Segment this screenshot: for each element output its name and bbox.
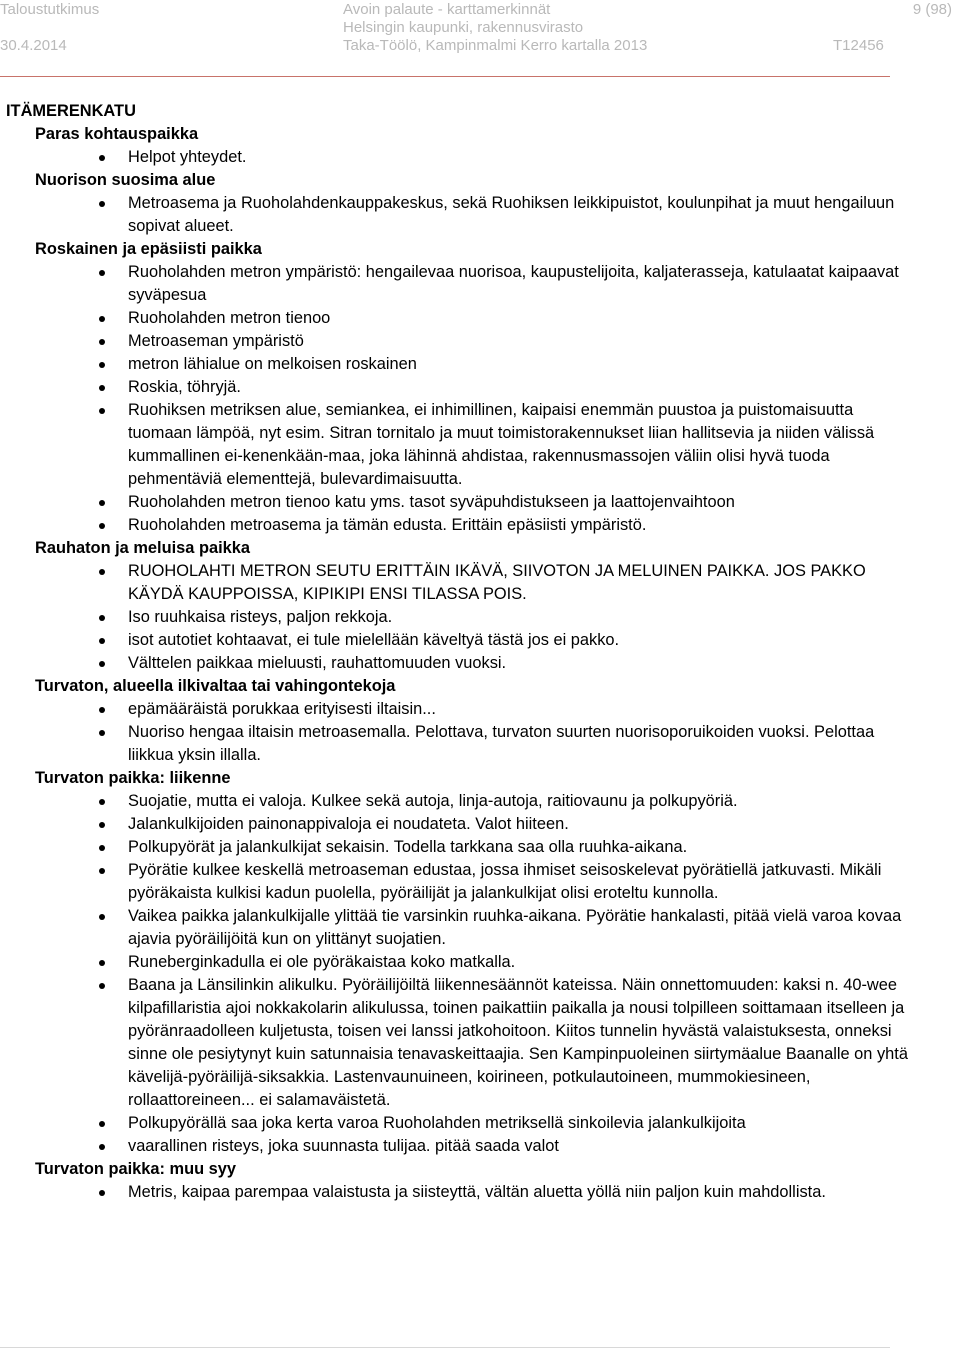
list-item: RUOHOLAHTI METRON SEUTU ERITTÄIN IKÄVÄ, SIIVOTON JA MELUINEN PAIKKA. JOS PAKKO KÄYDÄ KAUPPOISSA, KIPIKIPI ENSI TILASSA POIS. (0, 560, 940, 606)
bullet-list (0, 698, 940, 767)
bullet-list (0, 790, 940, 1158)
section-heading: Rauhaton ja meluisa paikka (35, 539, 250, 557)
list-item: Baana ja Länsilinkin alikulku. Pyöräilijöiltä liikennesäännöt kateissa. Näin onnettomuuden: kaksi n. 40-wee kilpafillaristia ajoi nokkakolarin alikulussa, toinen paikattiin paikalla ja nousi tolpilleen soittamaan itselleen ja pyöränraadolleen kuljetusta, toisen vei lanssi jatkohoitoon. Kiitos tunnelin hyvästä valaistuksesta, onneksi sinne ole pesiytynyt kuin satunnaisia tenavaskeittaajia. Sen Kampinpuoleinen siirtymäalue Baanalle on yhtä kävelijä-pyöräilijä-siksakkia. Lastenvaunuineen, koirineen, potkulautoineen, mummokiesineen, rollaattoreineen... ei salamaväistetä. (0, 974, 940, 1112)
header-report-title: Avoin palaute - karttamerkinnät (343, 1, 551, 18)
list-item: Metroaseman ympäristö (0, 330, 940, 353)
section-heading: Turvaton paikka: liikenne (35, 769, 231, 787)
bullet-list (0, 1181, 940, 1204)
section-heading: Paras kohtauspaikka (35, 125, 199, 143)
section-heading: Nuorison suosima alue (35, 171, 216, 189)
header-org: Taloustutkimus (0, 1, 100, 18)
list-item: metron lähialue on melkoisen roskainen (0, 353, 940, 376)
list-item: Ruoholahden metron tienoo (0, 307, 940, 330)
section-heading: Turvaton, alueella ilkivaltaa tai vahingontekoja (35, 677, 396, 695)
list-item: Suojatie, mutta ei valoja. Kulkee sekä autoja, linja-autoja, raitiovaunu ja polkupyöriä. (0, 790, 940, 813)
list-item: Polkupyörällä saa joka kerta varoa Ruoholahden metriksellä sinkoilevia jalankulkijoita (0, 1112, 940, 1135)
bullet-list (0, 192, 940, 238)
footer-divider (0, 1347, 890, 1348)
document-body (0, 100, 940, 1204)
bullet-list (0, 146, 940, 169)
bullet-list (0, 261, 940, 537)
list-item: epämääräistä porukkaa erityisesti iltaisin... (0, 698, 940, 721)
list-item: Ruoholahden metron ympäristö: hengailevaa nuorisoa, kaupustelijoita, kaljaterasseja, katulaatat kaipaavat syväpesua (0, 261, 940, 307)
header-project-code: T12456 (833, 37, 884, 54)
list-item: Helpot yhteydet. (0, 146, 940, 169)
list-item: Roskia, töhryjä. (0, 376, 940, 399)
header-divider (0, 76, 890, 77)
list-item: Runeberginkadulla ei ole pyöräkaistaa koko matkalla. (0, 951, 940, 974)
list-item: Metris, kaipaa parempaa valaistusta ja siisteyttä, vältän aluetta yöllä niin paljon kuin mahdollista. (0, 1181, 940, 1204)
list-item: Ruohiksen metriksen alue, semiankea, ei inhimillinen, kaipaisi enemmän puustoa ja puistomaisuutta tuomaan lämpöä, nyt esim. Sitran tornitalo ja muut toimistorakennukset liian hallitsevia ja niiden välissä kummallinen ei-kenenkään-maa, joka lähinnä ahdistaa, rakennusmassojen väliin olisi hyvä tuoda pehmentäviä elementtejä, bulevardimaisuutta. (0, 399, 940, 491)
header-page-number: 9 (98) (912, 1, 952, 18)
header-project: Taka-Töölö, Kampinmalmi Kerro kartalla 2013 (343, 37, 648, 54)
section-list (0, 123, 940, 1204)
list-item: Pyörätie kulkee keskellä metroaseman edustaa, jossa ihmiset seisoskelevat pyörätiellä jatkuvasti. Mikäli pyöräkaista kulkisi kadun puolella, pyöräilijät ja jalankulkijat olisi eroteltu kunnolla. (0, 859, 940, 905)
header-client: Helsingin kaupunki, rakennusvirasto (343, 19, 584, 36)
list-item: Jalankulkijoiden painonappivaloja ei noudateta. Valot hiiteen. (0, 813, 940, 836)
list-item: Ruoholahden metroasema ja tämän edusta. Erittäin epäsiisti ympäristö. (0, 514, 940, 537)
list-item: Iso ruuhkaisa risteys, paljon rekkoja. (0, 606, 940, 629)
section-heading: Roskainen ja epäsiisti paikka (35, 240, 262, 258)
list-item: Vaikea paikka jalankulkijalle ylittää tie varsinkin ruuhka-aikana. Pyörätie hankalasti, pitää vielä varoa kovaa ajavia pyöräilijöitä kun on ylittänyt suojatien. (0, 905, 940, 951)
bullet-list (0, 560, 940, 675)
list-item: vaarallinen risteys, joka suunnasta tulijaa. pitää saada valot (0, 1135, 940, 1158)
list-item: Välttelen paikkaa mieluusti, rauhattomuuden vuoksi. (0, 652, 940, 675)
section-heading: Turvaton paikka: muu syy (35, 1160, 236, 1178)
list-item: isot autotiet kohtaavat, ei tule mielellään käveltyä tästä jos ei pakko. (0, 629, 940, 652)
list-item: Ruoholahden metron tienoo katu yms. tasot syväpuhdistukseen ja laattojenvaihtoon (0, 491, 940, 514)
document-title: ITÄMERENKATU (6, 102, 136, 120)
list-item: Polkupyörät ja jalankulkijat sekaisin. Todella tarkkana saa olla ruuhka-aikana. (0, 836, 940, 859)
header-date: 30.4.2014 (0, 37, 67, 54)
list-item: Nuoriso hengaa iltaisin metroasemalla. Pelottava, turvaton suurten nuorisoporuikoiden vuoksi. Pelottaa liikkua yksin illalla. (0, 721, 940, 767)
list-item: Metroasema ja Ruoholahdenkauppakeskus, sekä Ruohiksen leikkipuistot, koulunpihat ja muut hengailuun sopivat alueet. (0, 192, 940, 238)
